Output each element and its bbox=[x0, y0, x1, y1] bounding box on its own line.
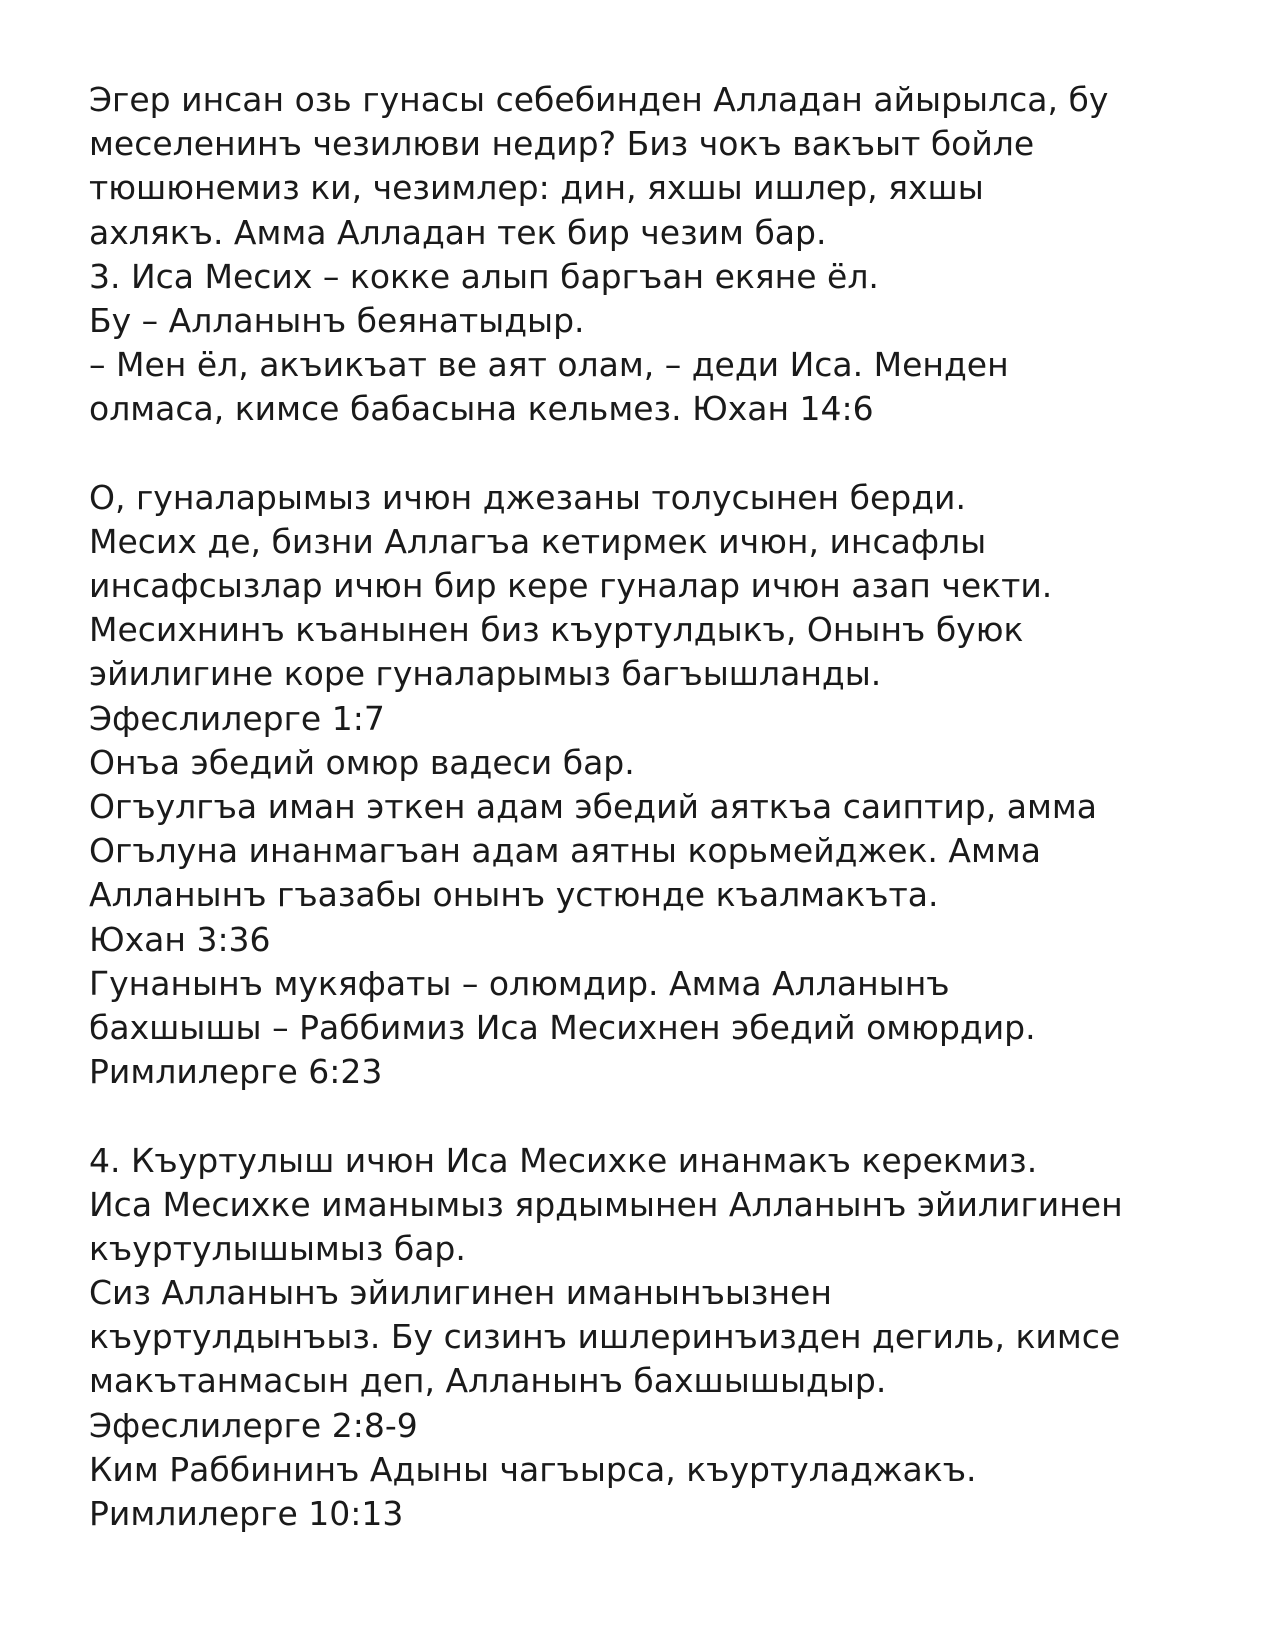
verse-reference: Юхан 3:36 bbox=[89, 919, 271, 959]
text-line: Месих де, бизни Аллагъа кетирмек ичюн, инсафлы bbox=[89, 521, 987, 561]
text-line: макътанмасын деп, Алланынъ бахшышыдыр. bbox=[89, 1361, 887, 1401]
verse-reference: Эфеслилерге 2:8-9 bbox=[89, 1405, 418, 1445]
text-line: Огълуна инанмагъан адам аятны корьмейджек. Амма bbox=[89, 831, 1041, 871]
text-line: Эгер инсан озь гунасы себебинден Алладан айырылса, бу bbox=[89, 80, 1109, 119]
verse-reference: Римлилерге 6:23 bbox=[89, 1052, 383, 1092]
verse-reference: Римлилерге 10:13 bbox=[89, 1494, 404, 1533]
text-line: инсафсызлар ичюн бир кере гуналар ичюн азап чекти. bbox=[89, 566, 1053, 606]
text-line: – Мен ёл, акъикъат ве аят олам, – деди Иса. Менден bbox=[89, 345, 1009, 385]
text-line: олмаса, кимсе бабасына кельмез. Юхан 14:6 bbox=[89, 389, 874, 429]
text-line: къуртулдынъыз. Бу сизинъ ишлеринъизден дегиль, кимсе bbox=[89, 1317, 1121, 1357]
paragraph-gap bbox=[89, 1094, 1249, 1138]
text-line: ахлякъ. Амма Алладан тек бир чезим бар. bbox=[89, 212, 827, 252]
text-line: Иса Месихке иманымыз ярдымынен Алланынъ эйилигинен bbox=[89, 1184, 1123, 1224]
text-line: бахшышы – Раббимиз Иса Месихнен эбедий омюрдир. bbox=[89, 1007, 1036, 1047]
text-line: Бу – Алланынъ беянатыдыр. bbox=[89, 300, 585, 340]
text-line: Сиз Алланынъ эйилигинен иманынъызнен bbox=[89, 1273, 832, 1313]
text-line: къуртулышымыз бар. bbox=[89, 1228, 466, 1268]
text-line: О, гуналарымыз ичюн джезаны толусынен берди. bbox=[89, 477, 966, 517]
paragraph-gap bbox=[89, 432, 1249, 476]
text-line: Ким Раббининъ Адыны чагъырса, къуртуладжакъ. bbox=[89, 1449, 977, 1489]
text-line: Месихнинъ къанынен биз къуртулдыкъ, Онынъ буюк bbox=[89, 610, 1024, 650]
verse-reference: Эфеслилерге 1:7 bbox=[89, 698, 385, 738]
text-line: Гунанынъ мукяфаты – олюмдир. Амма Алланынъ bbox=[89, 963, 950, 1003]
text-line: эйилигине коре гуналарымыз багъышланды. bbox=[89, 654, 882, 694]
text-line: Огъулгъа иман эткен адам эбедий аяткъа саиптир, амма bbox=[89, 787, 1097, 826]
section-heading: 4. Къуртулыш ичюн Иса Месихке инанмакъ керекмиз. bbox=[89, 1140, 1038, 1180]
text-line: тюшюнемиз ки, чезимлер: дин, яхшы ишлер, яхшы bbox=[89, 168, 984, 208]
text-line: Алланынъ гъазабы онынъ устюнде къалмакъта. bbox=[89, 875, 939, 915]
body-text bbox=[89, 78, 1249, 1536]
text-line: меселенинъ чезилюви недир? Биз чокъ вакъыт бойле bbox=[89, 124, 1035, 164]
text-line: Онъа эбедий омюр вадеси бар. bbox=[89, 742, 635, 782]
section-heading: 3. Иса Месих – кокке алып баргъан екяне ёл. bbox=[89, 256, 879, 296]
